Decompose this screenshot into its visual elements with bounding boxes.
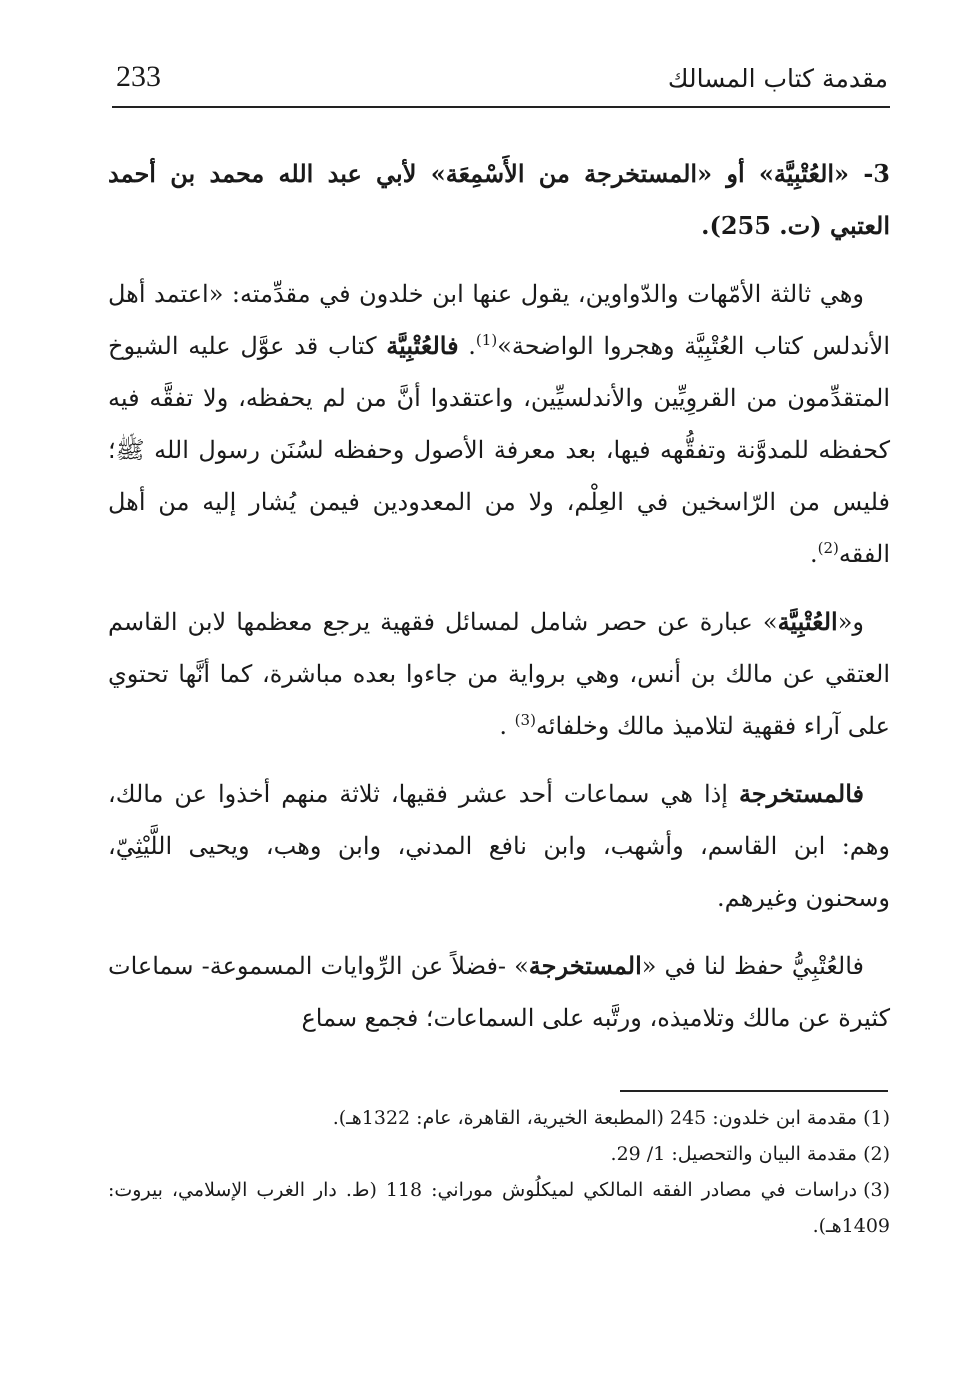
footnote-ref-3: (3) — [514, 711, 536, 729]
paragraph-4-text-a: فالعُتْبِيُّ حفظ لنا في « — [641, 952, 864, 980]
paragraph-1 — [108, 268, 890, 580]
paragraph-1-text-d: . — [809, 540, 818, 568]
paragraph-1-text-a: وهي ثالثة الأمّهات والدّواوين، يقول عنها ابن خلدون في مقدِّمته: «اعتمد أهل الأندلس كتاب العُتْبِيَّة وهجروا الواضحة» — [108, 280, 891, 360]
paragraph-2-bold: العُتْبِيَّة — [777, 607, 838, 636]
footnote-text: مقدمة ابن خلدون: 245 (المطبعة الخيرية، القاهرة، عام: 1322هـ). — [332, 1107, 858, 1129]
main-text — [108, 148, 890, 1060]
footnote-text: دراسات في مصادر الفقه المالكي لميكلُوش موراني: 118 (ط. دار الغرب الإسلامي، بيروت: 1409هـ). — [108, 1179, 890, 1237]
paragraph-2-text-b: » عبارة عن حصر شامل لمسائل فقهية يرجع معظمها لابن القاسم العتقي عن مالك بن أنس، وهي برواية من جاءوا بعده مباشرة، كما أنَّها تحتوي على آراء فقهية لتلاميذ مالك وخلفائه — [108, 608, 890, 740]
paragraph-1-text-b: . — [458, 332, 476, 360]
paragraph-1-bold: فالعُتْبِيَّة — [386, 331, 459, 360]
paragraph-4-text-b: » -فضلاً عن الرِّوايات المسموعة- سماعات كثيرة عن مالك وتلاميذه، ورتَّبه على السماعات؛ فجمع سماع — [108, 952, 890, 1032]
footnote-divider — [620, 1090, 888, 1092]
page-header — [112, 58, 890, 108]
paragraph-4 — [108, 940, 890, 1044]
footnote-item — [108, 1100, 890, 1136]
footnote-ref-2: (2) — [817, 539, 839, 557]
footnotes — [108, 1100, 890, 1244]
paragraph-1-text-c: كتاب قد عوَّل عليه الشيوخ المتقدِّمون من القروِيِّين والأندلسيِّين، واعتقدوا أنَّ من لم يحفظه، ولا تفقَّه فيه كحفظه للمدوَّنة وتفقُّهه فيها، بعد معرفة الأصول وحفظه لسُنَن رسول الله ﷺ؛ فليس من الرّاسخين في العِلْم، ولا من المعدودين فيمن يُشار إليه من أهل الفقه — [108, 332, 890, 568]
paragraph-2 — [108, 596, 890, 752]
paragraph-4-bold: المستخرجة — [528, 951, 642, 980]
footnote-ref-1: (1) — [475, 331, 498, 349]
footnote-item — [108, 1136, 890, 1172]
section-heading: 3- «العُتْبِيَّة» أو «المستخرجة من الأَسْمِعَة» لأبي عبد الله محمد بن أحمد العتبي (ت. 255). — [108, 159, 890, 240]
paragraph-3 — [108, 768, 890, 924]
running-title: مقدمة كتاب المسالك — [667, 64, 888, 93]
footnote-number: (3) — [863, 1179, 890, 1201]
paragraph-2-text-c: . — [499, 712, 515, 740]
page-number: 233 — [116, 60, 161, 93]
footnote-item — [108, 1172, 890, 1244]
paragraph-2-text-a: و« — [837, 608, 864, 636]
footnote-number: (2) — [863, 1143, 890, 1165]
paragraph-3-text: إذا هي سماعات أحد عشر فقيها، ثلاثة منهم أخذوا عن مالك، وهم: ابن القاسم، وأشهب، وابن نافع المدني، وابن وهب، ويحيى اللَّيْثِيّ، وسحنون وغيرهم. — [108, 780, 890, 912]
footnote-number: (1) — [863, 1107, 890, 1129]
paragraph-3-bold: فالمستخرجة — [738, 779, 864, 808]
footnote-text: مقدمة البيان والتحصيل: 1/ 29. — [610, 1143, 858, 1165]
